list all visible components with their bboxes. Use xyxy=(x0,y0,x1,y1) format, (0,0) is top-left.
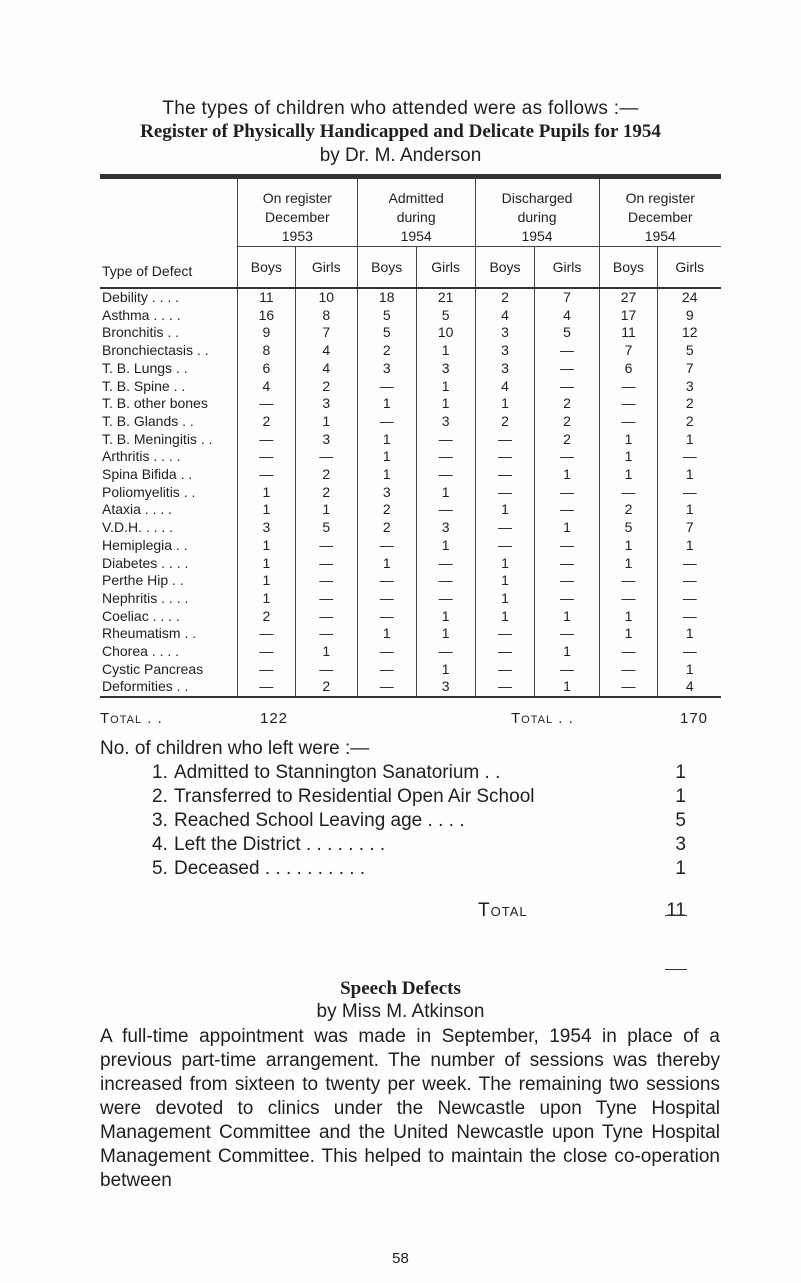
table-cell: — xyxy=(535,590,599,608)
table-cell: 3 xyxy=(658,378,721,396)
table-cell: — xyxy=(295,608,357,626)
table-cell: — xyxy=(658,608,721,626)
table-cell: 1 xyxy=(237,572,295,590)
table-cell: 2 xyxy=(295,378,357,396)
table-cell: 1 xyxy=(237,537,295,555)
table-cell: 3 xyxy=(475,360,535,378)
table-cell: 1 xyxy=(416,395,475,413)
speech-defects-paragraph: A full-time appointment was made in September, 1954 in place of a previous part-time arrangement. The number of sessions was thereby increased from sixteen to twenty per week. The remaining two sessions were devoted to clinics under the Newcastle upon Tyne Hospital Management Committee and the United Newcastle upon Tyne Hospital Management Committee. This helped to maintain the close co-operation between xyxy=(100,1026,720,1191)
table-cell: 2 xyxy=(295,678,357,697)
total-right-label: Total . . xyxy=(511,710,574,727)
table-cell: 7 xyxy=(658,519,721,537)
group-header-register-1954: On register December 1954 xyxy=(599,177,721,247)
table-cell: 6 xyxy=(237,360,295,378)
table-cell: 10 xyxy=(295,288,357,307)
table-cell: — xyxy=(295,661,357,679)
group-header-admitted: Admitted during 1954 xyxy=(357,177,475,247)
table-cell: — xyxy=(475,678,535,697)
table-cell: — xyxy=(475,448,535,466)
table-cell: — xyxy=(416,643,475,661)
table-cell: 3 xyxy=(357,484,416,502)
table-row xyxy=(100,484,721,502)
table-cell: 9 xyxy=(237,324,295,342)
defect-name: Deformities . . xyxy=(100,678,237,697)
table-row xyxy=(100,360,721,378)
table-cell: 1 xyxy=(416,378,475,396)
table-cell: 1 xyxy=(475,555,535,573)
table-cell: 1 xyxy=(237,501,295,519)
defect-name: Perthe Hip . . xyxy=(102,572,184,589)
table-row xyxy=(100,448,721,466)
table-cell: — xyxy=(237,466,295,484)
table-cell: — xyxy=(475,625,535,643)
table-cell: 2 xyxy=(599,501,658,519)
defect-name: Arthritis . . . . xyxy=(102,448,181,465)
table-cell: — xyxy=(599,395,658,413)
table-row xyxy=(100,431,721,449)
table-cell: — xyxy=(237,678,295,697)
table-cell: 1 xyxy=(416,342,475,360)
defect-name: Spina Bifida . . xyxy=(102,466,193,483)
table-cell: 18 xyxy=(357,288,416,307)
table-cell: 2 xyxy=(357,501,416,519)
table-cell: — xyxy=(237,661,295,679)
table-cell: 4 xyxy=(475,307,535,325)
table-cell: 1 xyxy=(237,555,295,573)
page-number: 58 xyxy=(392,1250,409,1267)
table-cell: — xyxy=(357,572,416,590)
table-cell: 12 xyxy=(658,324,721,342)
table-cell: 1 xyxy=(599,608,658,626)
table-cell: 9 xyxy=(658,307,721,325)
table-cell: 7 xyxy=(295,324,357,342)
table-cell: 1 xyxy=(295,501,357,519)
table-cell: — xyxy=(475,484,535,502)
intro-line: The types of children who attended were as follows :— xyxy=(162,98,639,119)
defect-name: Nephritis . . . . xyxy=(102,589,189,606)
group-header-discharged: Discharged during 1954 xyxy=(475,177,599,247)
table-cell: 8 xyxy=(295,307,357,325)
table-cell: — xyxy=(535,555,599,573)
table-cell: 1 xyxy=(599,448,658,466)
table-cell: — xyxy=(475,661,535,679)
table-cell: 1 xyxy=(658,661,721,679)
table-cell: 17 xyxy=(599,307,658,325)
table-row xyxy=(100,307,721,325)
defect-name: Rheumatism . . xyxy=(102,625,197,642)
table-cell: — xyxy=(295,590,357,608)
table-cell: 4 xyxy=(295,360,357,378)
defect-name: Debility . . . . xyxy=(102,289,180,305)
table-cell: 1 xyxy=(599,625,658,643)
table-cell: 24 xyxy=(658,288,721,307)
table-row xyxy=(100,413,721,431)
table-cell: — xyxy=(295,537,357,555)
total-rule-bottom xyxy=(665,969,687,970)
table-cell: 1 xyxy=(599,555,658,573)
register-title: Register of Physically Handicapped and Delicate Pupils for 1954 xyxy=(140,121,661,142)
table-cell: 1 xyxy=(416,661,475,679)
table-cell: — xyxy=(416,466,475,484)
table-cell: — xyxy=(599,643,658,661)
table-cell: 1 xyxy=(475,608,535,626)
table-cell: 3 xyxy=(295,395,357,413)
defect-name: Hemiplegia . . xyxy=(102,536,188,553)
table-cell: 1 xyxy=(416,537,475,555)
table-cell: — xyxy=(658,643,721,661)
table-cell: — xyxy=(357,378,416,396)
table-row xyxy=(100,537,721,555)
table-cell: — xyxy=(416,590,475,608)
table-cell: 4 xyxy=(475,378,535,396)
table-cell: — xyxy=(535,572,599,590)
table-cell: 1 xyxy=(237,484,295,502)
table-cell: 7 xyxy=(599,342,658,360)
speech-defects-heading: Speech Defects xyxy=(340,978,461,999)
table-cell: — xyxy=(416,501,475,519)
table-row xyxy=(100,342,721,360)
table-cell: 1 xyxy=(416,608,475,626)
defect-name: Ataxia . . . . xyxy=(102,501,173,518)
table-row xyxy=(100,501,721,519)
table-cell: 2 xyxy=(535,413,599,431)
table-cell: 2 xyxy=(237,413,295,431)
total-rule-top xyxy=(665,915,687,916)
table-cell: 5 xyxy=(295,519,357,537)
table-cell: 1 xyxy=(357,448,416,466)
register-table-body xyxy=(100,288,721,697)
speech-defects-byline: by Miss M. Atkinson xyxy=(316,1001,485,1022)
table-cell: 7 xyxy=(535,288,599,307)
table-cell: — xyxy=(357,678,416,697)
table-cell: — xyxy=(535,661,599,679)
table-cell: 4 xyxy=(535,307,599,325)
defect-name: T. B. Meningitis . . xyxy=(102,430,213,447)
table-row xyxy=(100,288,721,307)
table-cell: 5 xyxy=(599,519,658,537)
table-cell: — xyxy=(475,466,535,484)
register-author: by Dr. M. Anderson xyxy=(319,145,482,166)
table-cell: 5 xyxy=(658,342,721,360)
table-cell: 2 xyxy=(357,519,416,537)
table-cell: — xyxy=(416,431,475,449)
list-item: 2. Transferred to Residential Open Air School 1 xyxy=(152,786,686,807)
table-cell: 5 xyxy=(416,307,475,325)
table-cell: 1 xyxy=(599,431,658,449)
table-row xyxy=(100,395,721,413)
table-cell: — xyxy=(416,448,475,466)
table-cell: 3 xyxy=(237,519,295,537)
table-row xyxy=(100,608,721,626)
table-cell: 10 xyxy=(416,324,475,342)
table-cell: — xyxy=(416,555,475,573)
table-cell: — xyxy=(295,555,357,573)
defect-name: Bronchitis . . xyxy=(102,324,180,341)
table-cell: — xyxy=(357,413,416,431)
table-cell: — xyxy=(237,431,295,449)
table-row xyxy=(100,378,721,396)
defect-name: Coeliac . . . . xyxy=(102,607,180,624)
table-cell: — xyxy=(535,501,599,519)
table-cell: 1 xyxy=(475,395,535,413)
table-cell: — xyxy=(475,537,535,555)
table-cell: 4 xyxy=(295,342,357,360)
list-item: 3. Reached School Leaving age . . . . 5 xyxy=(152,810,686,831)
defect-name: V.D.H. . . . . xyxy=(102,519,174,536)
table-cell: — xyxy=(357,643,416,661)
table-cell: 5 xyxy=(357,324,416,342)
table-cell: — xyxy=(357,537,416,555)
table-cell: 1 xyxy=(295,413,357,431)
table-cell: — xyxy=(535,378,599,396)
table-cell: 3 xyxy=(416,360,475,378)
table-cell: 1 xyxy=(295,643,357,661)
table-cell: 2 xyxy=(295,466,357,484)
table-row xyxy=(100,590,721,608)
table-cell: — xyxy=(357,590,416,608)
table-cell: 1 xyxy=(475,501,535,519)
table-cell: — xyxy=(599,678,658,697)
table-cell: 1 xyxy=(535,643,599,661)
total-left-value: 122 xyxy=(260,710,289,727)
defect-name: Chorea . . . . xyxy=(102,643,180,660)
defect-name: Cystic Pancreas xyxy=(102,660,204,677)
table-cell: — xyxy=(295,625,357,643)
table-cell: 3 xyxy=(416,519,475,537)
table-cell: 1 xyxy=(658,431,721,449)
table-cell: 2 xyxy=(535,431,599,449)
table-cell: 11 xyxy=(599,324,658,342)
defect-name: T. B. Lungs . . xyxy=(102,359,188,376)
table-cell: 2 xyxy=(295,484,357,502)
table-row xyxy=(100,625,721,643)
table-cell: 21 xyxy=(416,288,475,307)
table-cell: 2 xyxy=(475,288,535,307)
table-cell: — xyxy=(599,661,658,679)
table-cell: — xyxy=(416,572,475,590)
table-cell: 7 xyxy=(658,360,721,378)
list-item: 4. Left the District . . . . . . . . 3 xyxy=(152,834,686,855)
table-cell: 2 xyxy=(658,413,721,431)
table-cell: 1 xyxy=(535,678,599,697)
table-row xyxy=(100,678,721,697)
table-cell: — xyxy=(535,484,599,502)
table-cell: — xyxy=(237,448,295,466)
list-item: 1. Admitted to Stannington Sanatorium . . 1 xyxy=(152,762,686,783)
table-cell: 1 xyxy=(475,590,535,608)
table-cell: 2 xyxy=(357,342,416,360)
table-row xyxy=(100,661,721,679)
table-cell: 2 xyxy=(475,413,535,431)
group-header-register-1953: On register December 1953 xyxy=(237,177,357,247)
sub-header: Girls xyxy=(535,247,599,289)
table-cell: — xyxy=(237,643,295,661)
table-cell: 16 xyxy=(237,307,295,325)
table-cell: 1 xyxy=(658,501,721,519)
sub-header: Girls xyxy=(295,247,357,289)
table-cell: 3 xyxy=(475,342,535,360)
table-cell: — xyxy=(535,448,599,466)
table-cell: 3 xyxy=(295,431,357,449)
table-cell: — xyxy=(599,590,658,608)
list-item: 5. Deceased . . . . . . . . . . 1 xyxy=(152,858,686,879)
table-cell: 1 xyxy=(658,537,721,555)
table-cell: 6 xyxy=(599,360,658,378)
table-cell: — xyxy=(535,342,599,360)
table-row xyxy=(100,466,721,484)
table-cell: — xyxy=(475,431,535,449)
sub-header: Boys xyxy=(475,247,535,289)
table-cell: 3 xyxy=(416,678,475,697)
table-cell: — xyxy=(357,608,416,626)
table-cell: 8 xyxy=(237,342,295,360)
table-cell: — xyxy=(599,484,658,502)
table-cell: 5 xyxy=(535,324,599,342)
table-cell: — xyxy=(658,572,721,590)
table-cell: 5 xyxy=(357,307,416,325)
defect-name: T. B. Glands . . xyxy=(102,412,194,429)
table-cell: — xyxy=(535,360,599,378)
table-cell: — xyxy=(658,448,721,466)
defect-name: T. B. other bones xyxy=(102,395,208,412)
table-row xyxy=(100,555,721,573)
table-row xyxy=(100,643,721,661)
list-intro: No. of children who left were :— xyxy=(100,738,370,759)
table-cell: 1 xyxy=(475,572,535,590)
children-left-list xyxy=(100,737,686,923)
table-cell: 3 xyxy=(416,413,475,431)
total-right-value: 170 xyxy=(680,710,709,727)
table-cell: 3 xyxy=(475,324,535,342)
table-cell: 1 xyxy=(357,395,416,413)
table-cell: — xyxy=(599,378,658,396)
table-cell: 11 xyxy=(237,288,295,307)
table-cell: — xyxy=(658,484,721,502)
table-cell: — xyxy=(658,590,721,608)
register-table xyxy=(100,174,721,698)
table-cell: 1 xyxy=(357,466,416,484)
table-cell: — xyxy=(599,572,658,590)
table-cell: 1 xyxy=(599,537,658,555)
defect-name: Asthma . . . . xyxy=(102,306,181,323)
defect-column-header: Type of Defect xyxy=(100,177,237,289)
table-cell: 4 xyxy=(237,378,295,396)
table-cell: 1 xyxy=(416,484,475,502)
sub-header: Girls xyxy=(658,247,721,289)
table-cell: — xyxy=(295,448,357,466)
table-cell: 1 xyxy=(237,590,295,608)
table-cell: 2 xyxy=(237,608,295,626)
table-cell: 1 xyxy=(658,625,721,643)
sub-header: Girls xyxy=(416,247,475,289)
table-cell: 1 xyxy=(357,555,416,573)
defect-name: Poliomyelitis . . xyxy=(102,483,196,500)
table-cell: 1 xyxy=(535,608,599,626)
table-cell: 1 xyxy=(357,431,416,449)
table-cell: — xyxy=(295,572,357,590)
sub-header: Boys xyxy=(599,247,658,289)
sub-header: Boys xyxy=(237,247,295,289)
defect-name: T. B. Spine . . xyxy=(102,377,186,394)
table-cell: 2 xyxy=(535,395,599,413)
table-cell: — xyxy=(535,537,599,555)
table-cell: 1 xyxy=(535,519,599,537)
table-row xyxy=(100,572,721,590)
table-cell: 27 xyxy=(599,288,658,307)
table-row xyxy=(100,519,721,537)
table-cell: — xyxy=(475,643,535,661)
sub-header: Boys xyxy=(357,247,416,289)
table-cell: — xyxy=(658,555,721,573)
table-cell: 2 xyxy=(658,395,721,413)
table-cell: 4 xyxy=(658,678,721,697)
table-cell: — xyxy=(535,625,599,643)
table-cell: — xyxy=(599,413,658,431)
table-cell: — xyxy=(237,625,295,643)
table-cell: 1 xyxy=(658,466,721,484)
table-cell: 1 xyxy=(535,466,599,484)
table-cell: 1 xyxy=(357,625,416,643)
table-cell: 3 xyxy=(357,360,416,378)
total-left-label: Total . . xyxy=(100,710,163,727)
table-cell: — xyxy=(237,395,295,413)
table-cell: — xyxy=(357,661,416,679)
table-row xyxy=(100,324,721,342)
table-cell: 1 xyxy=(416,625,475,643)
defect-name: Bronchiectasis . . xyxy=(102,342,209,359)
defect-name: Diabetes . . . . xyxy=(102,554,189,571)
table-cell: — xyxy=(475,519,535,537)
table-cell: 1 xyxy=(599,466,658,484)
list-total: Total 11 xyxy=(478,900,686,921)
